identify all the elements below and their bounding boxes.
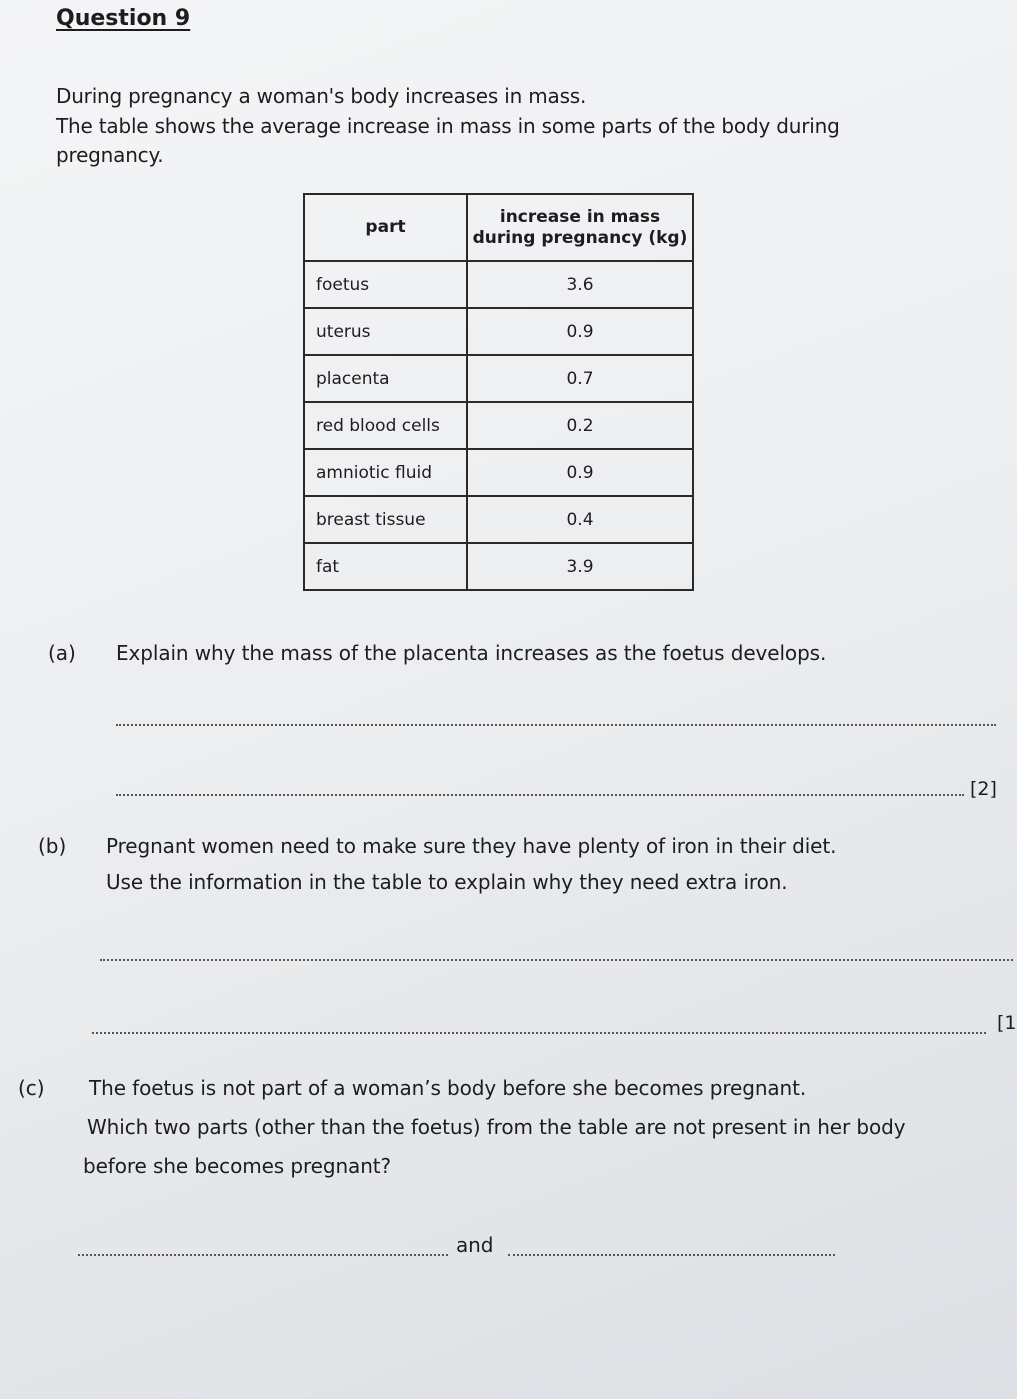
table-row bbox=[304, 402, 693, 449]
table-row bbox=[304, 261, 693, 308]
part-a-label: (a) bbox=[48, 641, 76, 665]
table-row bbox=[304, 449, 693, 496]
row-value: 0.9 bbox=[467, 449, 693, 496]
part-a-marks: [2] bbox=[970, 778, 997, 800]
row-part: amniotic fluid bbox=[304, 449, 467, 496]
header-part: part bbox=[304, 194, 467, 261]
table-row bbox=[304, 543, 693, 590]
part-c-question-line-3: before she becomes pregnant? bbox=[83, 1154, 392, 1178]
table-row bbox=[304, 496, 693, 543]
intro-line-2: The table shows the average increase in mass in some parts of the body during bbox=[56, 114, 840, 138]
row-value: 3.9 bbox=[467, 543, 693, 590]
table-row bbox=[304, 355, 693, 402]
part-b-answer-line-1[interactable] bbox=[100, 959, 1013, 961]
part-c-question-line-1: The foetus is not part of a woman’s body before she becomes pregnant. bbox=[89, 1076, 807, 1100]
row-value: 3.6 bbox=[467, 261, 693, 308]
row-value: 0.7 bbox=[467, 355, 693, 402]
row-value: 0.2 bbox=[467, 402, 693, 449]
intro-line-1: During pregnancy a woman's body increases in mass. bbox=[56, 84, 587, 108]
row-part: fat bbox=[304, 543, 467, 590]
part-b-marks: [1 bbox=[997, 1012, 1017, 1034]
mass-increase-table bbox=[303, 193, 694, 591]
part-c-answer-field-1[interactable] bbox=[78, 1254, 448, 1256]
row-value: 0.9 bbox=[467, 308, 693, 355]
part-a-answer-line-2[interactable] bbox=[116, 794, 964, 796]
part-b-label: (b) bbox=[38, 834, 67, 858]
part-a-question: Explain why the mass of the placenta increases as the foetus develops. bbox=[116, 641, 827, 665]
part-b-answer-line-2[interactable] bbox=[92, 1032, 986, 1034]
intro-line-3: pregnancy. bbox=[56, 143, 164, 167]
row-part: foetus bbox=[304, 261, 467, 308]
header-mass-line-1: increase in mass bbox=[499, 206, 661, 227]
part-c-label: (c) bbox=[18, 1076, 45, 1100]
header-mass-increase bbox=[467, 194, 693, 261]
row-value: 0.4 bbox=[467, 496, 693, 543]
row-part: breast tissue bbox=[304, 496, 467, 543]
row-part: red blood cells bbox=[304, 402, 467, 449]
table-header-row bbox=[304, 194, 693, 261]
question-title: Question 9 bbox=[56, 6, 191, 31]
part-b-question-line-2: Use the information in the table to explain why they need extra iron. bbox=[106, 870, 788, 894]
part-a-answer-line-1[interactable] bbox=[116, 724, 996, 726]
header-mass-line-2: during pregnancy (kg) bbox=[472, 227, 688, 248]
table-row bbox=[304, 308, 693, 355]
part-b-question-line-1: Pregnant women need to make sure they have plenty of iron in their diet. bbox=[106, 834, 837, 858]
row-part: placenta bbox=[304, 355, 467, 402]
row-part: uterus bbox=[304, 308, 467, 355]
part-c-and-word: and bbox=[456, 1233, 494, 1257]
part-c-answer-field-2[interactable] bbox=[508, 1254, 835, 1256]
part-c-question-line-2: Which two parts (other than the foetus) from the table are not present in her body bbox=[87, 1115, 906, 1139]
